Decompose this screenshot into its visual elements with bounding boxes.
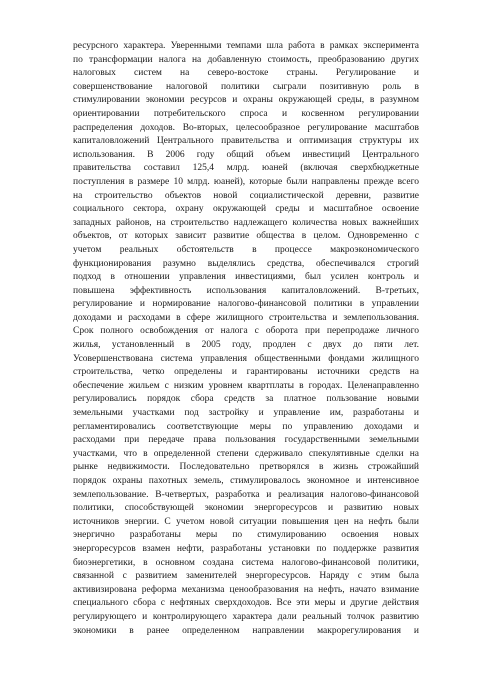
text-line: распределения доходов. Во-вторых, целесообразное регулирование масштабов xyxy=(73,122,419,133)
text-line: капиталовложений Центрального правительства и оптимизация структуры их xyxy=(73,136,419,147)
text-line: расходами при передаче права пользования государственными земельными xyxy=(73,435,419,446)
text-line: доходами и расходами в сфере жилищного строительства и землепользования. xyxy=(73,312,419,323)
text-line: рынке недвижимости. Последовательно претворялся в жизнь строжайший xyxy=(73,462,419,473)
text-line: использования. В 2006 году общий объем инвестиций Центрального xyxy=(73,149,419,160)
text-line: регламентировались соответствующие меры по управлению доходами и xyxy=(73,421,419,432)
text-line: биоэнергетики, в основном создана система налогово-финансовой политики, xyxy=(73,557,419,568)
text-line: регулирование и нормирование налогово-финансовой политики в управлении xyxy=(73,299,419,310)
text-line: функционирования разумно выделялись средства, обеспечивался строгий xyxy=(73,258,419,269)
text-line: экономики в ранее определенном направлении макрорегулирования и xyxy=(73,625,419,636)
text-line: западных районов, на строительство надлежащего количества новых важнейших xyxy=(73,217,419,228)
text-line: Срок полного освобождения от налога с оборота при перепродаже личного xyxy=(73,326,419,337)
text-line: стимулировании экономии ресурсов и охраны окружающей среды, в разумном xyxy=(73,95,419,106)
text-line: связанной с развитием заменителей энергоресурсов. Наряду с этим была xyxy=(73,571,419,582)
text-line: участками, что в определенной степени сдерживало спекулятивные сделки на xyxy=(73,448,419,459)
text-line: активизирована реформа механизма ценообразования на нефть, начато взимание xyxy=(73,584,419,595)
text-line: специального сбора с нефтяных сверхдоходов. Все эти меры и другие действия xyxy=(73,598,419,609)
text-line: землепользование. В-четвертых, разработка и реализация налогово-финансовой xyxy=(73,489,419,500)
text-line: налоговых систем на северо-востоке страны. Регулирование и xyxy=(73,68,419,79)
text-line: правительства составил 125,4 млрд. юаней (включая сверхбюджетные xyxy=(73,163,419,174)
text-line: подход в отношении управления инвестициями, был усилен контроль и xyxy=(73,272,419,283)
text-line: ориентировании потребительского спроса и косвенном регулировании xyxy=(73,108,419,119)
text-line: по трансформации налога на добавленную стоимость, преобразованию других xyxy=(73,54,419,65)
text-line: социального сектора, охрану окружающей среды и масштабное освоение xyxy=(73,204,419,215)
text-line: на строительство объектов новой социалистической деревни, развитие xyxy=(73,190,419,201)
text-line: строительства, четко определены и гарантированы источники средств на xyxy=(73,367,419,378)
text-line: ресурсного характера. Уверенными темпами шла работа в рамках эксперимента xyxy=(73,41,419,51)
text-line: регулировались порядок сбора средств за платное пользование новыми xyxy=(73,394,419,405)
text-line: повышена эффективность использования капиталовложений. В-третьих, xyxy=(73,285,419,296)
text-line: энергоресурсов взамен нефти, разработаны установки по поддержке развития xyxy=(73,543,419,554)
text-line: Усовершенствована система управления общественными фондами жилищного xyxy=(73,353,419,364)
text-line: политики, способствующей экономии энергоресурсов и развитию новых xyxy=(73,503,419,514)
document-page xyxy=(73,40,419,638)
text-line: жилья, установленный в 2005 году, продлен с двух до пяти лет. xyxy=(73,340,419,351)
text-line: поступления в размере 10 млрд. юаней), которые были направлены прежде всего xyxy=(73,176,419,187)
text-line: энергично разработаны меры по стимулированию освоения новых xyxy=(73,530,419,541)
text-line: источников энергии. С учетом новой ситуации повышения цен на нефть были xyxy=(73,516,419,527)
text-line: обеспечение жильем с низким уровнем квартплаты в городах. Целенаправленно xyxy=(73,380,419,391)
text-line: земельными участками под застройку и управление им, разработаны и xyxy=(73,408,419,419)
text-line: совершенствование налоговой политики сыграли позитивную роль в xyxy=(73,81,419,92)
text-line: учетом реальных обстоятельств в процессе макроэкономического xyxy=(73,244,419,255)
text-line: регулирующего и контролирующего характера дали реальный толчок развитию xyxy=(73,611,419,622)
text-line: объектов, от которых зависит развитие общества в целом. Одновременно с xyxy=(73,231,419,242)
text-line: порядок охраны пахотных земель, стимулировалось экономное и интенсивное xyxy=(73,476,419,486)
